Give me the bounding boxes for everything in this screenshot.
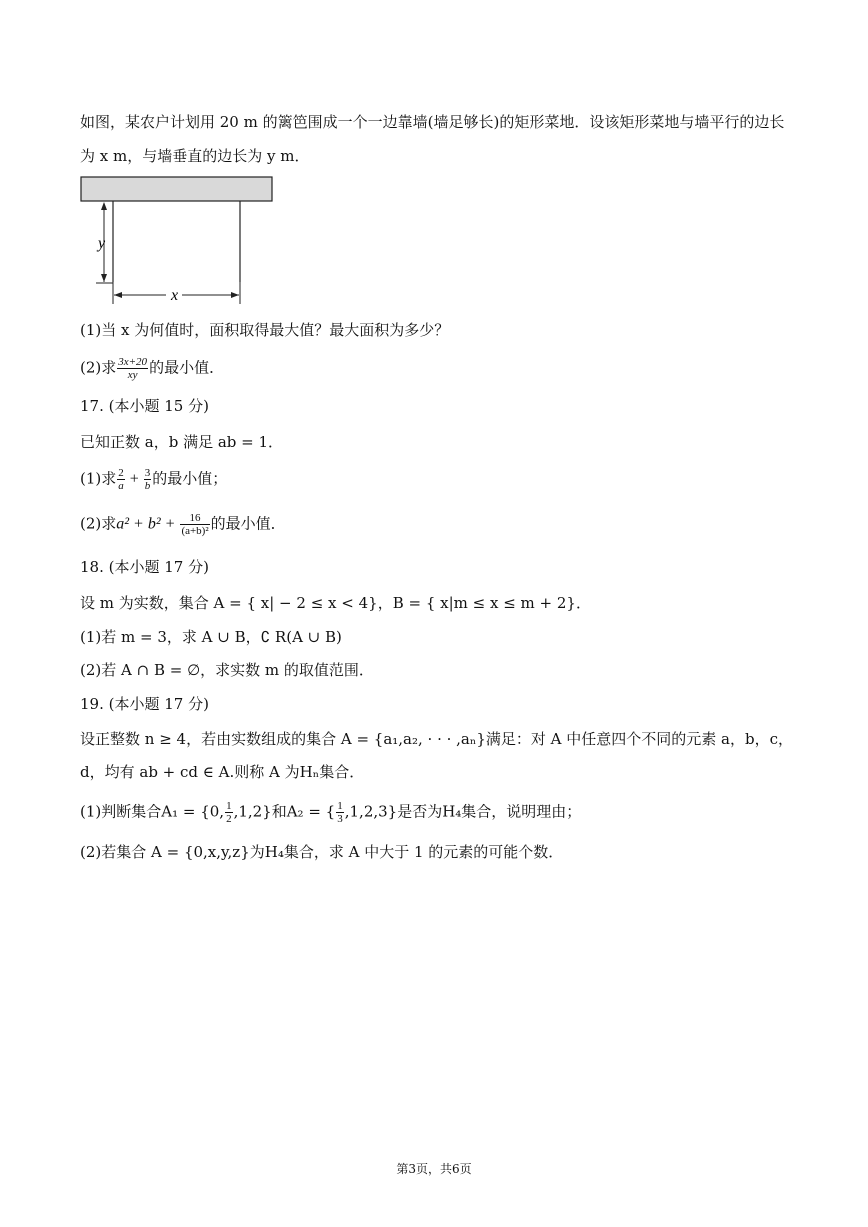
- q19-part1-suffix: ,1,2,3}是否为H₄集合，说明理由；: [344, 802, 582, 821]
- q17-part1-prefix: (1)求: [80, 469, 117, 488]
- q16-part2-fraction: [117, 356, 148, 381]
- q19-part1-prefix: (1)判断集合A₁ = {0,: [80, 802, 225, 821]
- q19-stem-line-1: 设正整数 n ≥ 4，若由实数组成的集合 A = {a₁,a₂, · · · ,aₙ}满足：对 A 中任意四个不同的元素 a，b，c，: [80, 730, 793, 748]
- fraction-numerator: 16: [180, 512, 209, 525]
- q19-part1-fraction-2: [336, 800, 344, 825]
- x-label: x: [171, 287, 179, 304]
- q19-part1-fraction-1: [225, 800, 233, 825]
- q18-part2: (2)若 A ∩ B = ∅，求实数 m 的取值范围．: [80, 661, 374, 679]
- fraction-denominator: (a+b)²: [181, 525, 209, 537]
- y-arrowhead-top: [101, 202, 107, 210]
- q19-part2: (2)若集合 A = {0,x,y,z}为H₄集合，求 A 中大于 1 的元素的可能个数．: [80, 843, 564, 861]
- q19-header: 19. (本小题 17 分): [80, 695, 209, 713]
- q19-stem-line-2: d，均有 ab + cd ∈ A.则称 A 为Hₙ集合．: [80, 763, 365, 781]
- fence-diagram: [80, 176, 276, 308]
- fraction-denominator: b: [144, 480, 151, 492]
- q17-part1: [80, 467, 227, 492]
- fraction-numerator: 3: [144, 467, 151, 479]
- fraction-numerator: 1: [337, 800, 343, 812]
- wall: [81, 177, 272, 201]
- fraction-denominator: 3: [337, 813, 343, 825]
- fraction-denominator: 2: [226, 813, 232, 825]
- q17-stem: 已知正数 a，b 满足 ab = 1．: [80, 433, 284, 451]
- y-arrowhead-bottom: [101, 274, 107, 282]
- q16-part2-suffix: 的最小值．: [149, 358, 225, 377]
- y-label: y: [98, 235, 106, 252]
- fraction-numerator: 3x+20: [118, 356, 148, 368]
- intro-line-2: 为 x m，与墙垂直的边长为 y m．: [80, 147, 310, 165]
- q16-part2: [80, 356, 224, 381]
- q16-part2-prefix: (2)求: [80, 358, 117, 377]
- fraction-denominator: a: [118, 480, 124, 492]
- q16-part1: (1)当 x 为何值时，面积取得最大值？最大面积为多少？: [80, 321, 450, 339]
- x-arrowhead-left: [114, 292, 122, 298]
- q17-part2-suffix: 的最小值．: [210, 514, 286, 533]
- q18-stem: 设 m 为实数，集合 A = { x| − 2 ≤ x < 4}，B = { x|m ≤ x ≤ m + 2}．: [80, 594, 591, 612]
- q17-part2-fraction: [180, 512, 209, 537]
- q17-part2: [80, 512, 286, 537]
- q17-part1-fraction-a: [117, 467, 125, 492]
- q17-part2-prefix: (2)求: [80, 514, 117, 533]
- q17-part2-expr: a² + b² +: [116, 515, 180, 533]
- fraction-numerator: 2: [118, 467, 124, 479]
- q17-part1-fraction-b: [144, 467, 152, 492]
- q19-part1-mid: ,1,2}和A₂ = {: [233, 802, 336, 821]
- plus-sign: +: [125, 470, 143, 488]
- q18-header: 18. (本小题 17 分): [80, 558, 209, 576]
- q17-header: 17. (本小题 15 分): [80, 397, 209, 415]
- q17-part1-suffix: 的最小值；: [152, 469, 228, 488]
- x-arrowhead-right: [231, 292, 239, 298]
- q19-part1: [80, 800, 581, 825]
- fraction-numerator: 1: [226, 800, 232, 812]
- fraction-denominator: xy: [127, 369, 138, 381]
- q18-part1: (1)若 m = 3，求 A ∪ B，∁ R(A ∪ B): [80, 628, 342, 646]
- intro-line-1: 如图，某农户计划用 20 m 的篱笆围成一个一边靠墙(墙足够长)的矩形菜地．设该矩形菜地与墙平行的边长: [80, 113, 785, 131]
- page-footer: 第3页，共6页: [396, 1162, 472, 1176]
